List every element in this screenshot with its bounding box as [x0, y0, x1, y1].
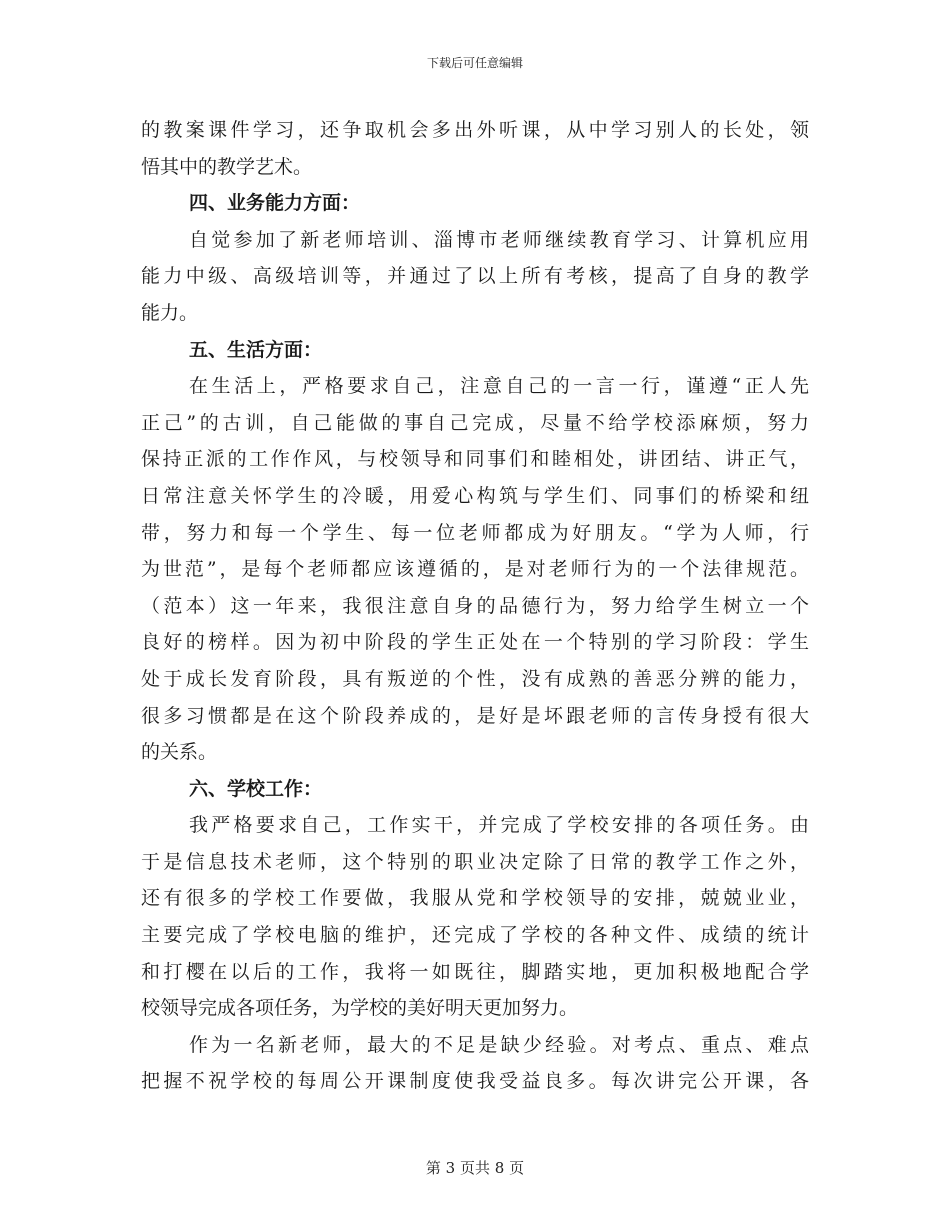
text-line: 日常注意关怀学生的冷暖，用爱心构筑与学生们、同事们的桥梁和纽 [141, 484, 809, 507]
text-line: 处于成长发育阶段，具有叛逆的个性，没有成熟的善恶分辨的能力， [141, 667, 809, 690]
text-line: 为世范”，是每个老师都应该遵循的，是对老师行为的一个法律规范。 [141, 558, 809, 581]
text-line: 能力中级、高级培训等，并通过了以上所有考核，提高了自身的教学 [141, 265, 809, 288]
text-line: 带，努力和每一个学生、每一位老师都成为好朋友。“学为人师，行 [141, 521, 809, 544]
text-line: 良好的榜样。因为初中阶段的学生正处在一个特别的学习阶段：学生 [141, 631, 809, 654]
section-heading: 四、业务能力方面： [189, 192, 361, 215]
text-line: 作为一名新老师，最大的不足是缺少经验。对考点、重点、难点 [189, 1033, 809, 1056]
text-line: 自觉参加了新老师培训、淄博市老师继续教育学习、计算机应用 [189, 228, 809, 251]
text-line: 的关系。 [141, 741, 218, 764]
text-line: 的教案课件学习，还争取机会多出外听课，从中学习别人的长处，领 [141, 119, 809, 141]
text-line: 能力。 [141, 301, 199, 324]
page-header: 下载后可任意编辑 [426, 56, 523, 70]
text-line: 很多习惯都是在这个阶段养成的，是好是坏跟老师的言传身授有很大 [141, 704, 809, 727]
document-body [141, 112, 809, 1100]
text-line: 保持正派的工作作风，与校领导和同事们和睦相处，讲团结、讲正气， [141, 448, 809, 471]
section-heading: 五、生活方面： [189, 338, 323, 361]
page-footer: 第 3 页共 8 页 [425, 1159, 525, 1177]
text-line: 把握不祝学校的每周公开课制度使我受益良多。每次讲完公开课，各 [141, 1070, 809, 1093]
text-line: 于是信息技术老师，这个特别的职业决定除了日常的教学工作之外， [141, 850, 809, 873]
text-line: （范本）这一年来，我很注意自身的品德行为，努力给学生树立一个 [141, 594, 809, 617]
text-line: 和打樱在以后的工作，我将一如既往，脚踏实地，更加积极地配合学 [141, 960, 809, 983]
section-heading: 六、学校工作： [189, 777, 323, 800]
text-line: 我严格要求自己，工作实干，并完成了学校安排的各项任务。由 [189, 814, 809, 837]
text-line: 悟其中的教学艺术。 [141, 155, 313, 178]
text-line: 正己”的古训，自己能做的事自己完成，尽量不给学校添麻烦，努力 [141, 411, 809, 434]
text-line: 还有很多的学校工作要做，我服从党和学校领导的安排，兢兢业业， [141, 887, 809, 910]
text-line: 在生活上，严格要求自己，注意自己的一言一行，谨遵“正人先 [189, 375, 809, 398]
text-line: 主要完成了学校电脑的维护，还完成了学校的各种文件、成绩的统计 [141, 924, 809, 947]
text-line: 校领导完成各项任务，为学校的美好明天更加努力。 [141, 997, 579, 1020]
